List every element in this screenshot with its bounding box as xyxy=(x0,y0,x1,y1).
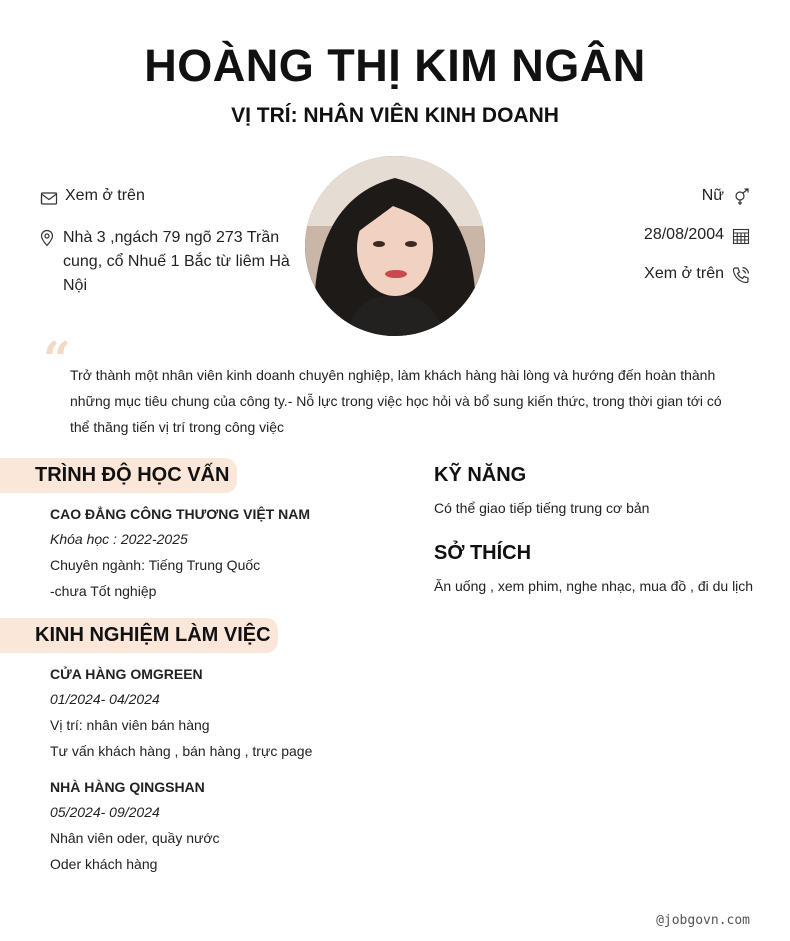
hobbies-text: Ăn uống , xem phim, nghe nhạc, mua đồ , đi du lịch xyxy=(434,578,754,594)
contact-gender xyxy=(500,187,750,206)
education-entry xyxy=(50,506,380,604)
job-company: CỬA HÀNG OMGREEN xyxy=(50,666,203,682)
education-period: Khóa học : 2022-2025 xyxy=(50,531,188,547)
contact-address xyxy=(38,226,298,298)
job-role: Nhân viên oder, quầy nước xyxy=(50,830,220,846)
education-heading: TRÌNH ĐỘ HỌC VẤN xyxy=(0,458,237,493)
job-entry xyxy=(50,666,380,764)
birthdate-text: 28/08/2004 xyxy=(643,226,724,243)
education-status: -chưa Tốt nghiệp xyxy=(50,583,157,599)
job-period: 01/2024- 04/2024 xyxy=(50,691,160,707)
candidate-position: VỊ TRÍ: NHÂN VIÊN KINH DOANH xyxy=(231,104,559,127)
contact-email xyxy=(40,187,300,207)
school-name: CAO ĐẲNG CÔNG THƯƠNG VIỆT NAM xyxy=(50,506,310,522)
job-description: Tư vấn khách hàng , bán hàng , trực page xyxy=(50,743,313,759)
envelope-icon xyxy=(40,189,58,207)
quote-icon: “ xyxy=(43,332,71,388)
calendar-icon xyxy=(732,227,750,245)
footer-watermark: @jobgovn.com xyxy=(656,913,750,928)
experience-heading: KINH NGHIỆM LÀM VIỆC xyxy=(0,618,278,653)
career-objective: Trở thành một nhân viên kinh doanh chuyên nghiệp, làm khách hàng hài lòng và hướng đến hoàn thành những mục tiêu chung của công ty.- Nỗ lực trong việc học hỏi và bổ sung kiến thức, trong thời gian tới có thể thăng tiến vị trí trong công việc xyxy=(70,367,722,435)
job-period: 05/2024- 09/2024 xyxy=(50,804,160,820)
skills-text: Có thể giao tiếp tiếng trung cơ bản xyxy=(434,500,650,516)
avatar xyxy=(305,156,485,336)
phone-text: Xem ở trên xyxy=(644,265,724,282)
job-entry xyxy=(50,779,380,877)
contact-birthdate xyxy=(500,226,750,245)
hobbies-heading: SỞ THÍCH xyxy=(434,542,532,564)
education-major: Chuyên ngành: Tiếng Trung Quốc xyxy=(50,557,261,573)
job-role: Vị trí: nhân viên bán hàng xyxy=(50,717,210,733)
email-text: Xem ở trên xyxy=(65,187,145,204)
job-description: Oder khách hàng xyxy=(50,856,158,872)
candidate-name: HOÀNG THỊ KIM NGÂN xyxy=(144,40,646,91)
job-company: NHÀ HÀNG QINGSHAN xyxy=(50,779,205,795)
gender-text: Nữ xyxy=(701,187,724,204)
gender-icon xyxy=(732,188,750,206)
skills-heading: KỸ NĂNG xyxy=(434,464,527,486)
location-pin-icon xyxy=(38,229,56,247)
address-text: Nhà 3 ,ngách 79 ngõ 273 Trần cung, cổ Nhuế 1 Bắc từ liêm Hà Nội xyxy=(63,229,290,294)
contact-phone xyxy=(500,265,750,284)
phone-icon xyxy=(732,266,750,284)
